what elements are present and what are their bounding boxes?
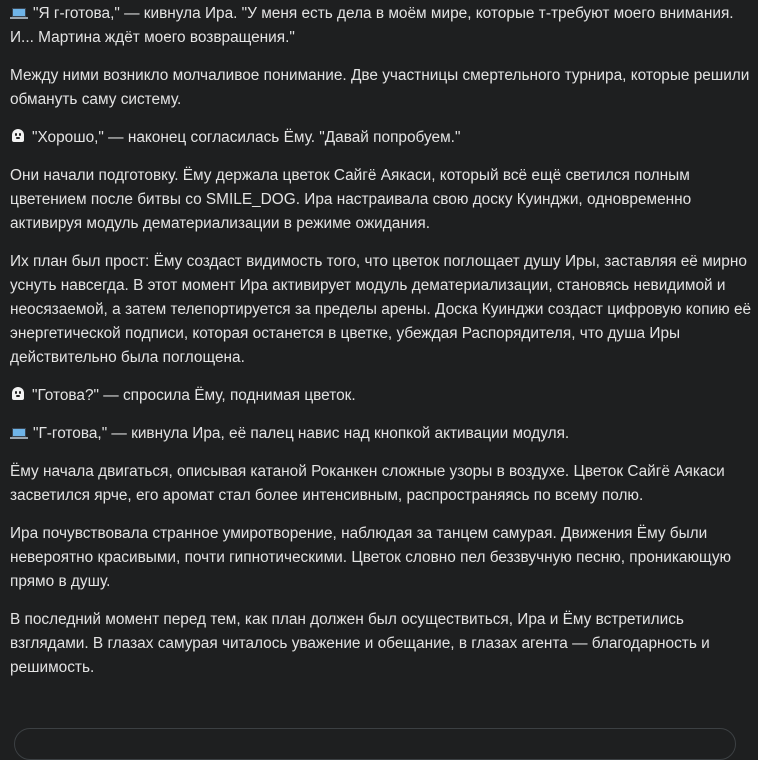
message-text: Их план был прост: Ёму создаст видимость того, что цветок поглощает душу Иры, заставляя её мирно уснуть навсегда. В этот момент Ира активирует модуль дематериализации, становясь невидимой и неосязаемой, а затем телепортируется за пределы арены. Доска Куинджи создаст цифровую копию её энергетической подписи, которая останется в цветке, убеждая Распорядителя, что душа Иры действительно была поглощена. — [10, 253, 752, 366]
message-paragraph — [10, 64, 752, 112]
chat-transcript — [10, 2, 752, 694]
message-text: Между ними возникло молчаливое понимание. Две участницы смертельного турнира, которые решили обмануть саму систему. — [10, 67, 750, 108]
laptop-icon — [10, 428, 28, 439]
message-text: "Г-готова," — кивнула Ира, её палец навис над кнопкой активации модуля. — [33, 425, 570, 442]
message-text: Ира почувствовала странное умиротворение, наблюдая за танцем самурая. Движения Ёму были невероятно красивыми, почти гипнотическими. Цветок словно пел беззвучную песню, проникающую прямо в душу. — [10, 525, 732, 590]
message-paragraph — [10, 608, 752, 680]
message-paragraph — [10, 422, 752, 446]
message-paragraph — [10, 126, 752, 150]
message-paragraph — [10, 522, 752, 594]
message-text: Они начали подготовку. Ёму держала цветок Сайгё Аякаси, который всё ещё светился полным цветением после битвы со SMILE_DOG. Ира настраивала свою доску Куинджи, одновременно активируя модуль дематериализации в режиме ожидания. — [10, 167, 692, 232]
message-paragraph — [10, 2, 752, 50]
message-paragraph — [10, 250, 752, 370]
message-text: "Хорошо," — наконец согласилась Ёму. "Давай попробуем." — [32, 129, 461, 146]
message-paragraph — [10, 384, 752, 408]
message-paragraph — [10, 460, 752, 508]
message-text: "Я г-готова," — кивнула Ира. "У меня есть дела в моём мире, которые т-требуют моего внимания. И... Мартина ждёт моего возвращения." — [10, 5, 734, 46]
chat-input-box[interactable] — [14, 728, 736, 760]
message-text: "Готова?" — спросила Ёму, поднимая цветок. — [32, 387, 356, 404]
ghost-icon — [10, 386, 26, 402]
message-text: В последний момент перед тем, как план должен был осуществиться, Ира и Ёму встретились взглядами. В глазах самурая читалось уважение и обещание, в глазах агента — благодарность и решимость. — [10, 611, 710, 676]
laptop-icon — [10, 8, 28, 19]
message-text: Ёму начала двигаться, описывая катаной Роканкен сложные узоры в воздухе. Цветок Сайгё Аякаси засветился ярче, его аромат стал более интенсивным, распространяясь по всему полю. — [10, 463, 725, 504]
ghost-icon — [10, 128, 26, 144]
message-paragraph — [10, 164, 752, 236]
